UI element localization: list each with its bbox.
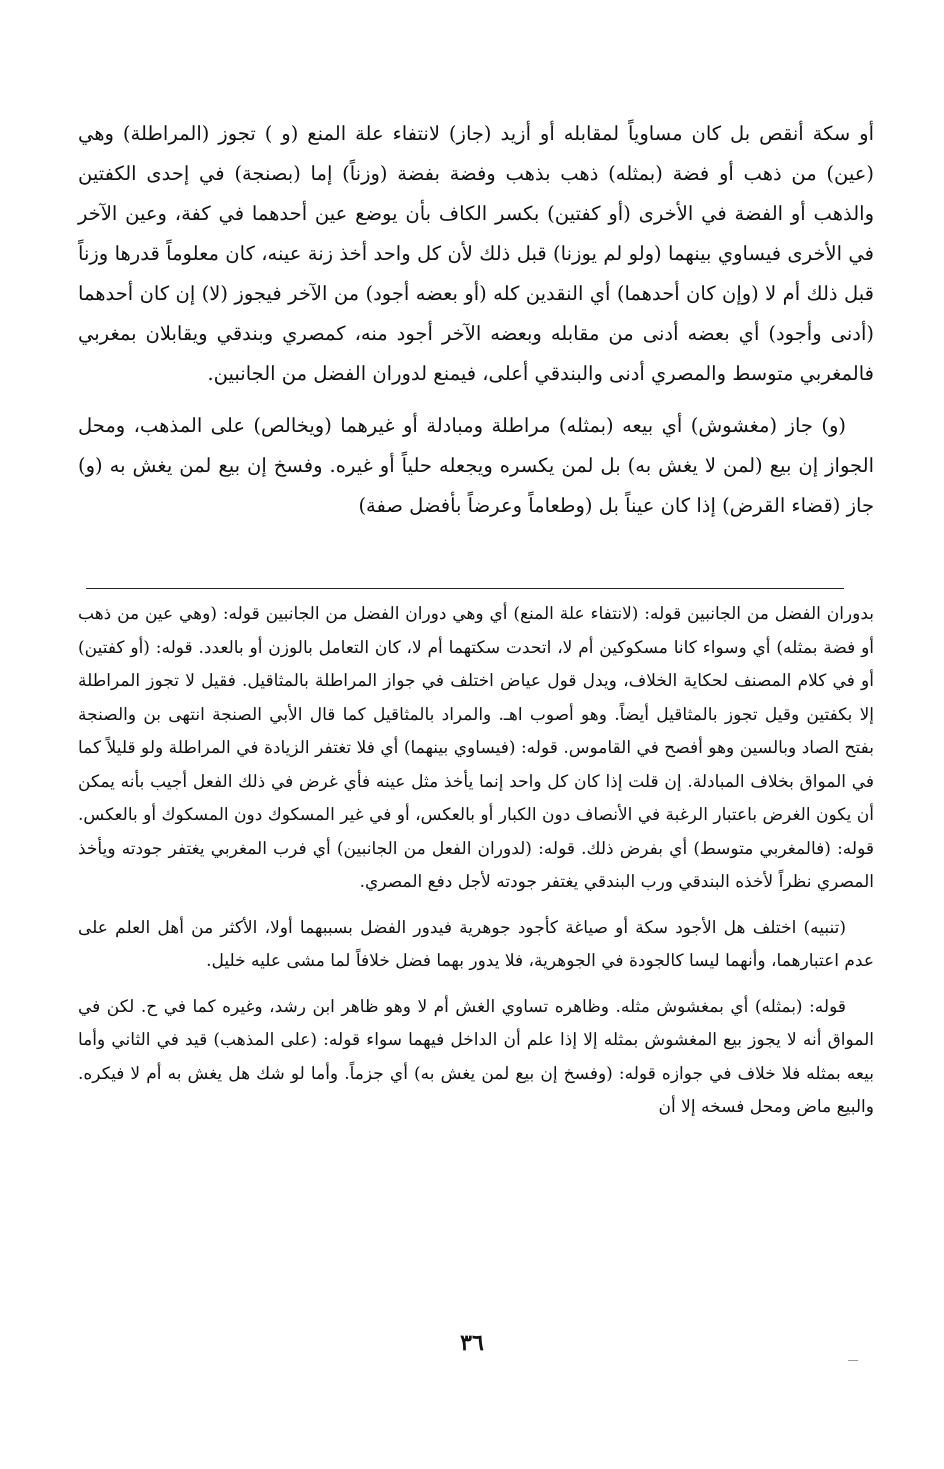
footnote-paragraph-1: بدوران الفضل من الجانبين قوله: (لانتفاء علة المنع) أي وهي دوران الفضل من الجانبين قوله: (وهي عين من ذهب أو فضة بمثله) أي وسواء كانا مسكوكين أم لا، اتحدت سكتهما أم لا، كان التعامل بالوزن أو بالعدد. قوله: (أو كفتين) أو في كلام المصنف لحكاية الخلاف، ويدل قول عياض اختلف في جواز المراطلة بالمثاقيل. فقيل لا تجوز المراطلة إلا بكفتين وقيل تجوز بالمثاقيل أيضاً. وهو أصوب اهـ. والمراد بالمثاقيل كما قال الأبي الصنجة انتهى بن والصنجة بفتح الصاد وبالسين وهو أفصح في القاموس. قوله: (فيساوي بينهما) أي فلا تغتفر الزيادة في المراطلة ولو قليلاً كما في المواق بخلاف المبادلة. إن قلت إذا كان كل واحد إنما يأخذ مثل عينه فأي غرض في ذلك الفعل أجيب بأنه يمكن أن يكون الغرض باعتبار الرغبة في الأنصاف دون الكبار أو بالعكس، أو في غير المسكوك دون المسكوك أو بالعكس. قوله: (فالمغربي متوسط) أي بفرض ذلك. قوله: (لدوران الفعل من الجانبين) أي فرب المغربي يغتفر جودته ويأخذ المصري نظراً لأخذه البندقي ورب البندقي يغتفر جودته لأجل دفع المصري. <box>78 604 874 892</box>
main-paragraph-2: (و) جاز (مغشوش) أي بيعه (بمثله) مراطلة ومبادلة أو غيرهما (ويخالص) على المذهب، ومحل الجواز إن بيع (لمن لا يغش به) بل لمن يكسره ويجعله حلياً أو غيره. وفسخ إن بيع لمن يغش به (و) جاز (قضاء القرض) إذا كان عيناً بل (وطعاماً وعرضاً بأفضل صفة) <box>78 414 874 517</box>
footnote-paragraph-2: (تنبيه) اختلف هل الأجود سكة أو صياغة كأجود جوهرية فيدور الفضل بسببهما أولا، الأكثر من أهل العلم على عدم اعتبارهما، وأنهما ليسا كالجودة في الجوهرية، فلا يدور بهما فضل خلافاً لما مشى عليه خليل. <box>78 917 874 971</box>
footnote-divider <box>86 588 844 589</box>
footnotes-block <box>78 598 874 1137</box>
footnote-paragraph-3: قوله: (بمثله) أي بمغشوش مثله. وظاهره تساوي الغش أم لا وهو ظاهر ابن رشد، وغيره كما في ح. لكن في المواق أنه لا يجوز بيع المغشوش بمثله إلا إذا علم أن الداخل فيهما سواء قوله: (على المذهب) قيد في الثاني وأما بيعه بمثله فلا خلاف في جوازه قوله: (وفسخ إن بيع لمن يغش به) أي جزماً. وأما لو شك هل يغش به أم لا فيكره. والبيع ماض ومحل فسخه إلا أن <box>78 996 874 1117</box>
main-text-block <box>78 114 874 538</box>
bottom-mark <box>848 1360 858 1361</box>
page-number: ٣٦ <box>460 1330 484 1356</box>
main-paragraph-1: أو سكة أنقص بل كان مساوياً لمقابله أو أزيد (جاز) لانتفاء علة المنع (و ) تجوز (المراطلة) وهي (عين) من ذهب أو فضة (بمثله) ذهب بذهب وفضة بفضة (وزناً) إما (بصنجة) في إحدى الكفتين والذهب أو الفضة في الأخرى (أو كفتين) بكسر الكاف بأن يوضع عين أحدهما في كفة، وعين الآخر في الأخرى فيساوي بينهما (ولو لم يوزنا) قبل ذلك لأن كل واحد أخذ زنة عينه، كان معلوماً قدرها وزناً قبل ذلك أم لا (وإن كان أحدهما) أي النقدين كله (أو بعضه أجود) من الآخر فيجوز (لا) إن كان أحدهما (أدنى وأجود) أي بعضه أدنى من مقابله وبعضه الآخر أجود منه، كمصري وبندقي ويقابلان بمغربي فالمغربي متوسط والمصري أدنى والبندقي أعلى، فيمنع لدوران الفضل من الجانبين. <box>78 122 874 385</box>
